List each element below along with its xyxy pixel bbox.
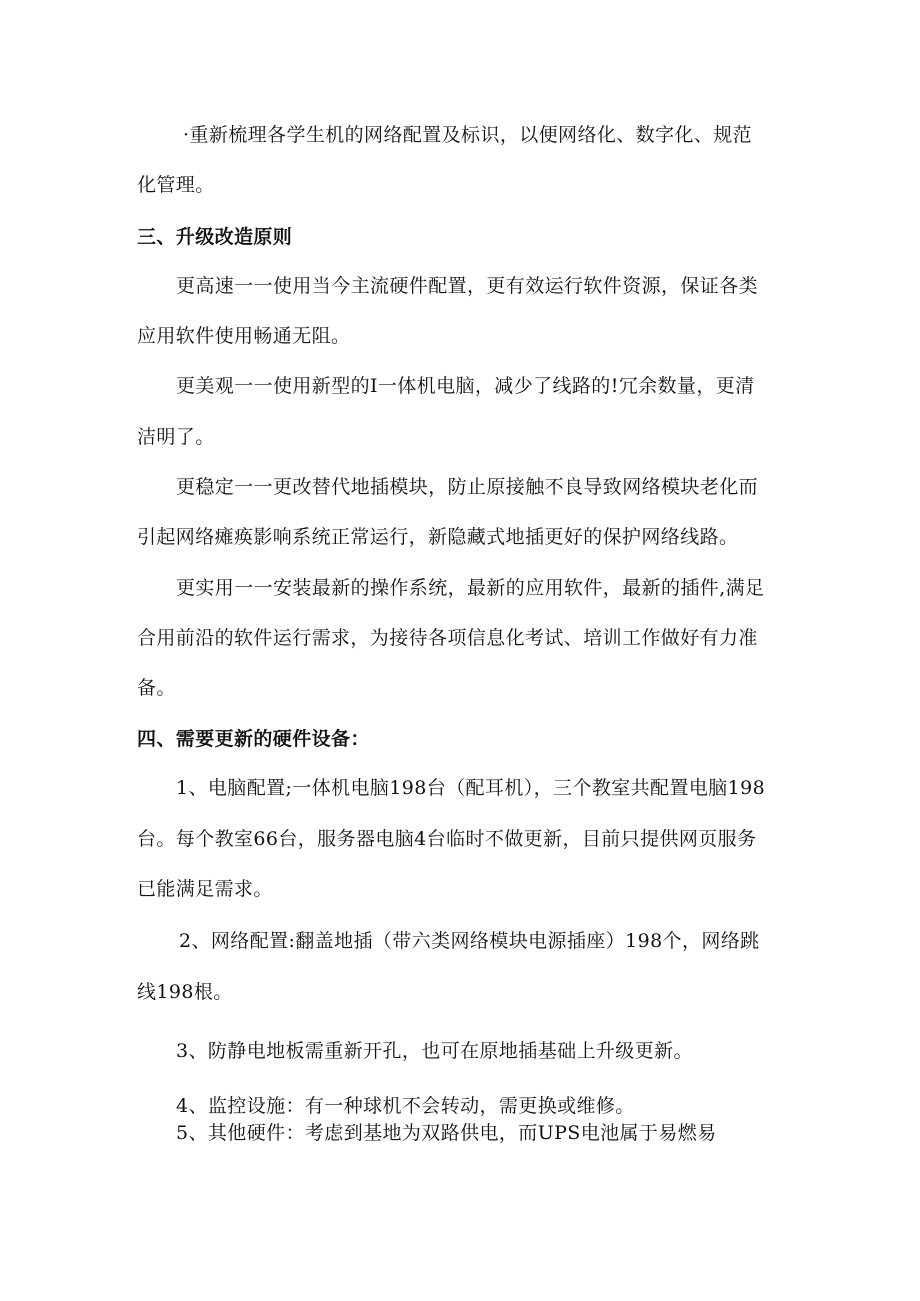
- principle-appearance-line-2: 洁明了。: [137, 426, 215, 448]
- bullet-paragraph-line-1: ·重新梳理各学生机的网络配置及标识，以便网络化、数字化、规范: [183, 124, 753, 146]
- item-3-line: 3、防静电地板需重新开孔，也可在原地插基础上升级更新。: [176, 1040, 693, 1062]
- item-1-line-2: 台。每个教室66台，服务器电脑4台临时不做更新，目前只提供网页服务: [137, 828, 757, 850]
- principle-speed-line-2: 应用软件使用畅通无阻。: [137, 325, 351, 347]
- principle-speed-line-1: 更高速一一使用当今主流硬件配置，更有效运行软件资源，保证各类: [176, 275, 759, 297]
- item-1-line-1: 1、电脑配置;一体机电脑198台（配耳机），三个教室共配置电脑198: [176, 777, 766, 799]
- principle-practical-line-3: 备。: [137, 677, 176, 699]
- principle-practical-line-2: 合用前沿的软件运行需求，为接待各项信息化考试、培训工作做好有力准: [137, 627, 758, 649]
- item-1-line-3: 已能满足需求。: [137, 878, 273, 900]
- principle-stability-line-1: 更稳定一一更改替代地插模块，防止原接触不良导致网络模块老化而: [176, 476, 759, 498]
- principle-practical-line-1: 更实用一一安装最新的操作系统，最新的应用软件，最新的插件,满足: [176, 577, 765, 599]
- item-2-line-2: 线198根。: [137, 981, 233, 1003]
- principle-stability-line-2: 引起网络瘫痪影响系统正常运行，新隐藏式地插更好的保护网络线路。: [137, 526, 739, 548]
- item-5-line: 5、其他硬件：考虑到基地为双路供电，而UPS电池属于易燃易: [176, 1122, 717, 1144]
- principle-appearance-line-1: 更美观一一使用新型的I一体机电脑，减少了线路的!冗余数量，更清: [176, 375, 755, 397]
- section-heading-4: 四、需要更新的硬件设备：: [137, 728, 370, 750]
- item-2-line-1: 2、网络配置:翻盖地插（带六类网络模块电源插座）198个，网络跳: [179, 930, 760, 952]
- bullet-paragraph-line-2: 化管理。: [137, 174, 215, 196]
- section-heading-3: 三、升级改造原则: [137, 226, 293, 248]
- item-4-line: 4、监控设施：有一种球机不会转动，需更换或维修。: [176, 1095, 635, 1117]
